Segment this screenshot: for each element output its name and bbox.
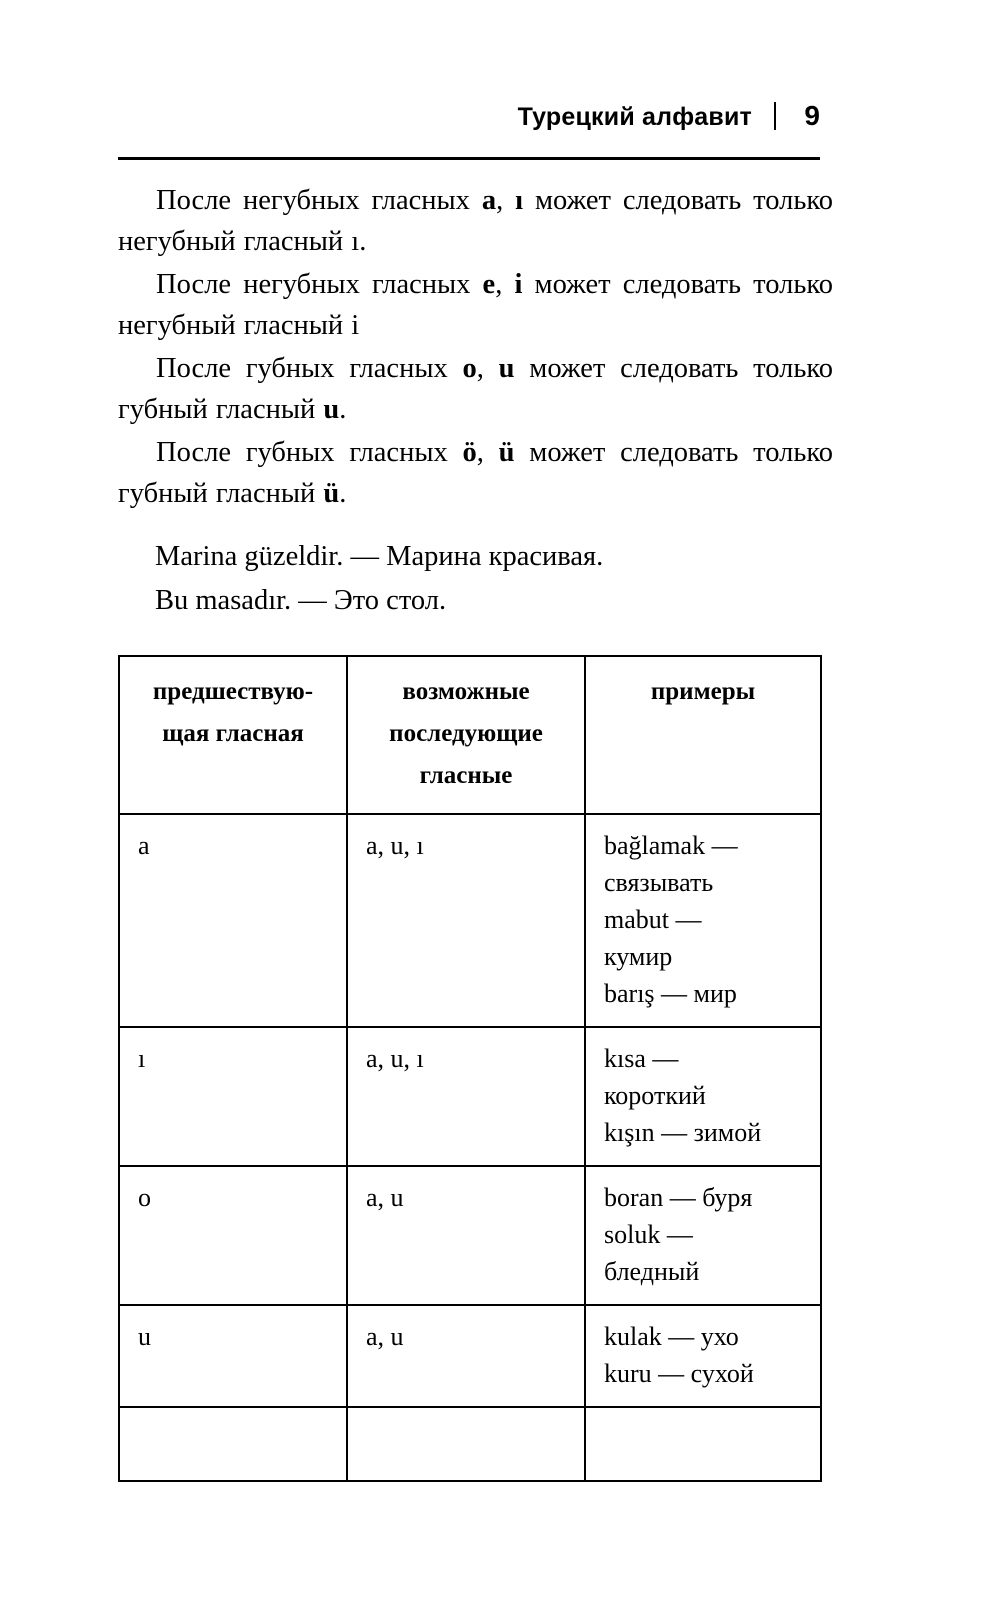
cell-examples — [585, 1407, 821, 1481]
cell-preceding-vowel: u — [119, 1305, 347, 1407]
table-row — [119, 814, 821, 1027]
column-header-preceding-vowel: предшествую-щая гласная — [119, 656, 347, 814]
example-entry: soluk — — [604, 1220, 693, 1249]
example-entry: boran — буря — [604, 1183, 753, 1212]
header-rule — [118, 157, 820, 160]
example-entry: kulak — ухо — [604, 1322, 739, 1351]
example-entry: kışın — зимой — [604, 1118, 762, 1147]
paragraph: После губных гласных ö, ü может следовать только губный гласный ü. — [118, 437, 834, 509]
example-entry: kuru — сухой — [604, 1359, 754, 1388]
page-header — [118, 100, 820, 132]
cell-following-vowels: a, u — [347, 1305, 585, 1407]
cell-following-vowels: a, u, ı — [347, 814, 585, 1027]
cell-following-vowels — [347, 1407, 585, 1481]
column-header-examples: примеры — [585, 656, 821, 814]
table-row — [119, 1305, 821, 1407]
paragraph: После негубных гласных e, i может следовать только негубный гласный i — [118, 269, 834, 341]
example-entry: кумир — [604, 942, 673, 971]
cell-preceding-vowel: a — [119, 814, 347, 1027]
vowel-harmony-table — [118, 655, 822, 1482]
cell-examples — [585, 1305, 821, 1407]
cell-following-vowels: a, u, ı — [347, 1027, 585, 1166]
example-entry: короткий — [604, 1081, 706, 1110]
example-entry: kısa — — [604, 1044, 679, 1073]
cell-examples — [585, 1166, 821, 1305]
example-sentence: Marina güzeldir. — Марина красивая. — [155, 541, 604, 572]
column-header-following-vowels: возможные последующие гласные — [347, 656, 585, 814]
paragraph: После негубных гласных a, ı может следовать только негубный гласный ı. — [118, 185, 833, 257]
table-row — [119, 1027, 821, 1166]
cell-preceding-vowel: ı — [119, 1027, 347, 1166]
header-separator — [774, 102, 776, 130]
example-entry: bağlamak — — [604, 831, 738, 860]
table-row — [119, 1407, 821, 1481]
cell-following-vowels: a, u — [347, 1166, 585, 1305]
table-header-row — [119, 656, 821, 814]
example-entry: mabut — — [604, 905, 702, 934]
cell-examples — [585, 1027, 821, 1166]
body-text — [118, 180, 833, 516]
table-row — [119, 1166, 821, 1305]
table-body — [119, 814, 821, 1481]
paragraph: После губных гласных o, u может следовать только губный гласный u. — [118, 353, 834, 425]
header-title: Турецкий алфавит — [517, 103, 752, 131]
example-sentence: Bu masadır. — Это стол. — [155, 585, 447, 616]
example-entry: бледный — [604, 1257, 700, 1286]
example-entry: связывать — [604, 868, 714, 897]
page-number: 9 — [804, 100, 820, 131]
cell-examples — [585, 814, 821, 1027]
cell-preceding-vowel — [119, 1407, 347, 1481]
example-sentences — [155, 535, 835, 623]
example-entry: barış — мир — [604, 979, 737, 1008]
cell-preceding-vowel: o — [119, 1166, 347, 1305]
